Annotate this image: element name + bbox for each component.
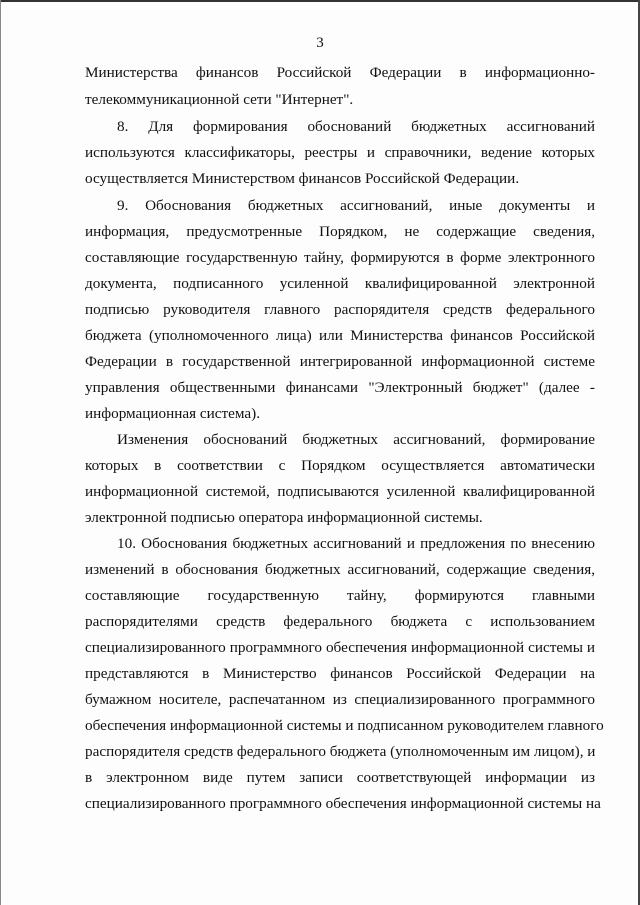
text-line: информационной системой, подписываются усиленной квалифицированной — [85, 483, 595, 500]
text-line: специализированного программного обеспечения информационной системы на — [85, 795, 601, 812]
text-line: бюджета (уполномоченного лица) или Министерства финансов Российской — [85, 327, 595, 344]
text-line: подписью руководителя главного распорядителя средств федерального — [85, 301, 595, 318]
text-line: информационная система). — [85, 405, 261, 422]
text-line: в электронном виде путем записи соответствующей информации из — [85, 769, 595, 786]
text-line: используются классификаторы, реестры и справочники, ведение которых — [85, 144, 595, 161]
text-line: осуществляется Министерством финансов Российской Федерации. — [85, 170, 520, 187]
text-line: Федерации в государственной интегрированной информационной системе — [85, 353, 595, 370]
text-line: бумажном носителе, распечатанном из специализированного программного — [85, 691, 595, 708]
page-border-left — [0, 0, 1, 905]
text-line: которых в соответствии с Порядком осуществляется автоматически — [85, 457, 595, 474]
text-line: управления общественными финансами "Электронный бюджет" (далее - — [85, 379, 595, 396]
text-line: Министерства финансов Российской Федерации в информационно- — [85, 64, 595, 81]
text-line: составляющие государственную тайну, формируются в форме электронного — [85, 249, 595, 266]
paragraph-8-start: 8. Для формирования обоснований бюджетных ассигнований — [117, 118, 595, 135]
text-line: составляющие государственную тайну, формируются главными — [85, 587, 595, 604]
text-line: изменений в обоснования бюджетных ассигнований, содержащие сведения, — [85, 561, 595, 578]
paragraph-10-start: 10. Обоснования бюджетных ассигнований и предложения по внесению — [117, 535, 595, 552]
text-line: распорядителя средств федерального бюджета (уполномоченным им лицом), и — [85, 743, 596, 760]
text-line: документа, подписанного усиленной квалифицированной электронной — [85, 275, 595, 292]
page-border-top — [0, 0, 640, 2]
text-line: обеспечения информационной системы и подписанном руководителем главного — [85, 717, 604, 734]
text-line: распорядителями средств федерального бюджета с использованием — [85, 613, 595, 630]
text-line: электронной подписью оператора информационной системы. — [85, 509, 483, 526]
text-line: информация, предусмотренные Порядком, не содержащие сведения, — [85, 223, 595, 240]
text-line: телекоммуникационной сети "Интернет". — [85, 91, 354, 108]
text-line: специализированного программного обеспечения информационной системы и — [85, 639, 595, 656]
paragraph-9-start: 9. Обоснования бюджетных ассигнований, иные документы и — [117, 197, 595, 214]
text-line: представляются в Министерство финансов Российской Федерации на — [85, 665, 595, 682]
paragraph-changes-start: Изменения обоснований бюджетных ассигнований, формирование — [117, 431, 595, 448]
page-number: 3 — [316, 35, 324, 51]
